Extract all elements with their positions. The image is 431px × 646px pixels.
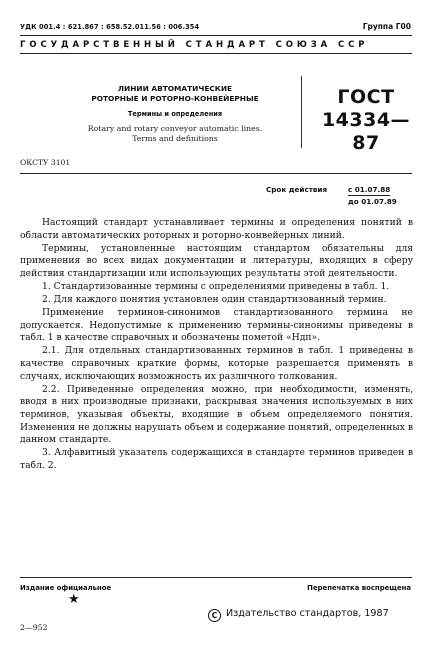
gost-label: ГОСТ xyxy=(337,86,395,108)
title-en-line-1: Rotary and rotary conveyor automatic lines. xyxy=(87,124,263,133)
title-divider xyxy=(301,76,302,148)
udk-code: УДК 001.4 : 621.867 : 658.52.011.56 : 006.354 xyxy=(20,23,200,31)
document-title-ru xyxy=(60,84,290,104)
header-rule-top xyxy=(20,35,412,36)
title-line-2: РОТОРНЫЕ И РОТОРНО-КОНВЕЙЕРНЫЕ xyxy=(91,94,259,103)
paragraph-scope: Термины, установленные настоящим стандартом обязательны для применения во всех видах документации и литературы, входящих в сферу действия стандартизации или использующих результаты этой деятельности. xyxy=(20,242,413,279)
official-edition-label: Издание официальное xyxy=(20,584,112,592)
header-rule-bottom xyxy=(20,53,412,54)
paragraph-intro: Настоящий стандарт устанавливает термины и определения понятий в области автоматических роторных и роторно-конвейерных линий. xyxy=(20,217,413,241)
validity-from: с 01.07.88 xyxy=(348,185,391,194)
gost-designation xyxy=(316,86,416,155)
paragraph-item-2: 2. Для каждого понятия установлен один стандартизованный термин. xyxy=(42,294,387,306)
paragraph-item-3: 3. Алфавитный указатель содержащихся в стандарте терминов приведен в табл. 2. xyxy=(20,447,413,471)
validity-to: до 01.07.89 xyxy=(348,197,397,206)
title-line-1: ЛИНИИ АВТОМАТИЧЕСКИЕ xyxy=(117,84,233,93)
standard-authority-line: ГОСУДАРСТВЕННЫЙ СТАНДАРТ СОЮЗА ССР xyxy=(20,40,369,50)
document-title-en xyxy=(60,124,290,143)
document-subtitle-ru: Термины и определения xyxy=(127,110,223,118)
copyright-notice xyxy=(208,608,389,622)
star-icon: ★ xyxy=(68,592,80,607)
title-en-line-2: Terms and definitions xyxy=(132,133,218,143)
group-code: Группа Г00 xyxy=(362,22,411,31)
okstu-code: ОКСТУ 3101 xyxy=(20,158,71,167)
print-number: 2—952 xyxy=(20,623,48,632)
paragraph-item-2-1: 2.1. Для отдельных стандартизованных терминов в табл. 1 приведены в качестве справочных краткие формы, которые разрешается применять в случаях, исключающих возможность их различного толкования. xyxy=(20,345,413,382)
gost-number: 14334—87 xyxy=(321,109,411,154)
validity-label: Срок действия xyxy=(266,185,328,194)
footer-rule xyxy=(20,577,412,578)
document-body xyxy=(20,217,413,473)
paragraph-item-1: 1. Стандартизованные термины с определениями приведены в табл. 1. xyxy=(42,280,390,292)
reprint-prohibited-label: Перепечатка воспрещена xyxy=(307,584,411,592)
paragraph-synonyms: Применение терминов-синонимов стандартизованного термина не допускается. Недопустимые к применению термины-синонимы приведены в табл. 1 в качестве справочных и обозначены пометой «Ндп». xyxy=(20,307,413,344)
title-rule-bottom xyxy=(20,173,412,174)
copyright-icon: С xyxy=(208,609,221,622)
paragraph-item-2-2: 2.2. Приведенные определения можно, при необходимости, изменять, вводя в них производные признаки, раскрывая значения используемых в них терминов, указывая объекты, входящие в объем определяемого понятия. Изменения не должны нарушать объем и содержание понятий, определенных в данном стандарте. xyxy=(20,383,413,446)
copyright-text: Издательство стандартов, 1987 xyxy=(226,608,389,619)
